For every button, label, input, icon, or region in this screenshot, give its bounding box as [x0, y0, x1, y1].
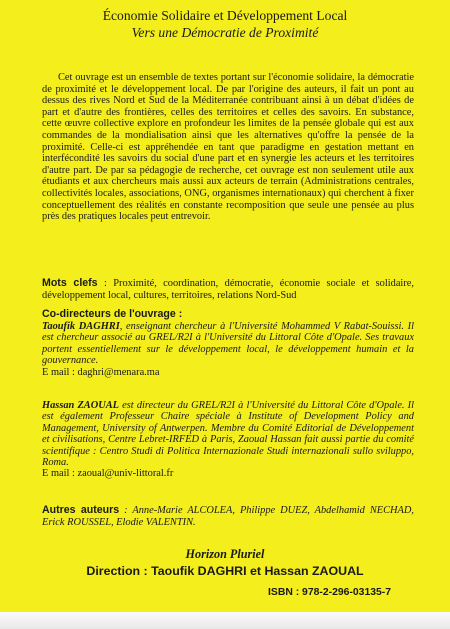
book-subtitle: Vers une Démocratie de Proximité: [131, 25, 319, 40]
bio-zaoual: [42, 400, 414, 480]
series-direction: Direction : Taoufik DAGHRI et Hassan ZAOUAL: [86, 564, 364, 578]
other-authors: [42, 505, 414, 528]
bottom-edge: [0, 612, 450, 629]
other-authors-list: : Anne-Marie ALCOLEA, Philippe DUEZ, Abdelhamid NECHAD, Erick ROUSSEL, Elodie VALENTIN.: [42, 505, 414, 528]
codirectors-heading: Co-directeurs de l'ouvrage :: [42, 308, 183, 320]
bio-zaoual-name: Hassan ZAOUAL: [42, 400, 120, 411]
book-title: Économie Solidaire et Développement Local: [102, 8, 348, 23]
abstract-paragraph: Cet ouvrage est un ensemble de textes portant sur l'économie solidaire, la démocratie de proximité et le développement local. De par l'origine des auteurs, il fait un pont au dessus des rives Nord et Sud de la Méditerranée contribuant ainsi à un débat d'idées de part et d'autre des frontières, celles des territoires et celles des savoirs. En substance, cette œuvre collective explore en profondeur les limites de la pensée globale qui est aux commandes de la mondialisation ainsi que les alternatives qu'offre la pensée de la proximité. Celle-ci est appréhendée en tant que paradigme en gestation mettant en interfécondité les savoirs du social d'une part et en synergie les acteurs et les territoires d'autre part. De par sa pédagogie de recherche, cet ouvrage est non seulement utile aux étudiants et aux chercheurs mais aussi aux acteurs de terrain (Administrations centrales, collectivités locales, associations, ONG, organismes internationaux) qui cherchent à fixer conceptuellement des réalités en constante recomposition que seule une pensée au plus près des pratiques locales peut entrevoir.: [42, 72, 414, 223]
keywords-text: : Proximité, coordination, démocratie, économie sociale et solidaire, développement local, cultures, territoires, relations Nord-Sud: [42, 278, 414, 301]
other-authors-label: Autres auteurs: [42, 504, 120, 516]
bio-daghri: [42, 321, 414, 378]
keywords-block: [42, 278, 414, 301]
isbn-number: ISBN : 978-2-296-03135-7: [268, 587, 392, 598]
series-name: Horizon Pluriel: [185, 547, 265, 561]
bio-zaoual-email: E mail : zaoual@univ-littoral.fr: [42, 468, 174, 480]
bio-daghri-text: , enseignant chercheur à l'Université Mohammed V Rabat-Souissi. Il est chercheur associé au GREL/R2I à l'Université du Littoral Côte d'Opale. Ses travaux portent essentiellement sur le développement local, le développement humain et la gouvernance.: [42, 321, 414, 367]
bio-zaoual-text: est directeur du GREL/R2I à l'Université du Littoral Côte d'Opale. Il est également Professeur Chaire spéciale à Institute of Development Policy and Management, University of Antwerpen. Membre du Comité Editorial de Développement et civilisations, Centre Lebret-IRFED à Paris, Zaoual Hassan fait aussi partie du comité scientifique : Centro Studi di Politica Internazionale Studi internazionali sullo sviluppo, Roma.: [42, 400, 414, 469]
bio-daghri-email: E mail : daghri@menara.ma: [42, 366, 160, 378]
bio-daghri-name: Taoufik DAGHRI: [42, 321, 120, 332]
keywords-label: Mots clefs: [42, 277, 98, 289]
